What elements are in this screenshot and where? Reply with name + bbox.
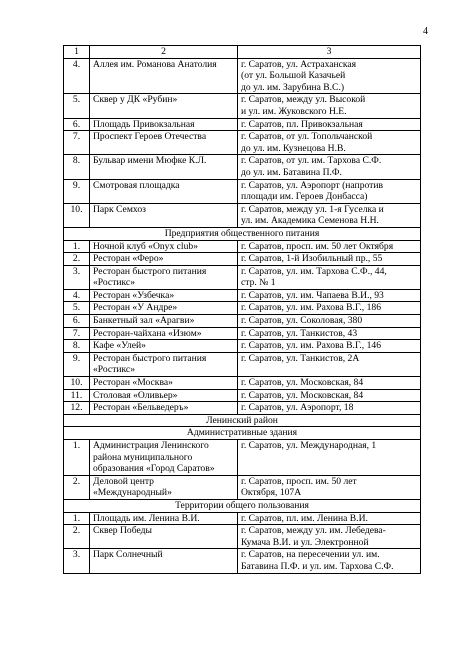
row-name: Площадь Привокзальная — [90, 118, 238, 131]
row-address — [238, 402, 421, 415]
row-number: 7. — [64, 327, 90, 340]
row-number: 9. — [64, 179, 90, 203]
row-number: 9. — [64, 352, 90, 376]
row-name: Столовая «Оливьер» — [90, 389, 238, 402]
document-table — [63, 45, 421, 574]
row-address — [238, 352, 421, 376]
address-line: стр. № 1 — [241, 277, 276, 289]
table-row — [64, 265, 421, 289]
address-line: г. Саратов, ул. им. Чапаева В.И., 93 — [241, 289, 384, 301]
row-number: 10. — [64, 203, 90, 227]
row-name: Аллея им. Романова Анатолия — [90, 58, 238, 94]
table-row — [64, 402, 421, 415]
row-number: 7. — [64, 131, 90, 155]
row-address — [238, 525, 421, 549]
address-line: Октября, 107А — [241, 487, 302, 499]
row-address — [238, 179, 421, 203]
row-address — [238, 440, 421, 476]
row-number: 2. — [64, 253, 90, 266]
row-address — [238, 549, 421, 573]
row-number: 3. — [64, 549, 90, 573]
table-row — [64, 155, 421, 179]
address-line: и ул. им. Жуковского Н.Е. — [241, 105, 347, 117]
table-row — [64, 475, 421, 499]
row-number: 4. — [64, 289, 90, 302]
table-row — [64, 549, 421, 573]
table-row — [64, 58, 421, 94]
row-number: 5. — [64, 302, 90, 315]
table-row — [64, 240, 421, 253]
table-row — [64, 525, 421, 549]
row-number: 4. — [64, 58, 90, 94]
row-name: Банкетный зал «Арагви» — [90, 315, 238, 328]
row-name: Ресторан «Москва» — [90, 377, 238, 390]
row-address — [238, 475, 421, 499]
address-line: г. Саратов, ул. Аэропорт, 18 — [241, 402, 354, 414]
row-address — [238, 155, 421, 179]
address-line: г. Саратов, ул. Соколовая, 380 — [241, 315, 363, 327]
section-heading-row — [64, 227, 421, 240]
table-row — [64, 340, 421, 353]
table-row — [64, 352, 421, 376]
address-line: г. Саратов, просп. им. 50 лет — [241, 475, 357, 487]
row-number: 1. — [64, 240, 90, 253]
row-address — [238, 289, 421, 302]
table-row — [64, 302, 421, 315]
row-name: Ресторан «Узбечка» — [90, 289, 238, 302]
row-name: Сквер Победы — [90, 525, 238, 549]
row-number: 10. — [64, 377, 90, 390]
row-number: 8. — [64, 155, 90, 179]
row-name: Ресторан-чайхана «Изюм» — [90, 327, 238, 340]
header-cell-address: 3 — [238, 46, 421, 59]
table-row — [64, 131, 421, 155]
address-line: до ул. им. Батавина П.Ф. — [241, 166, 342, 178]
row-name: Ресторан «У Андре» — [90, 302, 238, 315]
row-number: 2. — [64, 475, 90, 499]
row-number: 6. — [64, 118, 90, 131]
table-row — [64, 377, 421, 390]
table-row — [64, 179, 421, 203]
row-number: 12. — [64, 402, 90, 415]
address-line: г. Саратов, пл. Привокзальная — [241, 118, 363, 130]
row-name: Администрация Ленинского района муниципального образования «Город Саратов» — [90, 440, 238, 476]
row-name: Площадь им. Ленина В.И. — [90, 512, 238, 525]
row-address — [238, 58, 421, 94]
table-row — [64, 118, 421, 131]
row-name: Деловой центр «Международный» — [90, 475, 238, 499]
row-name: Кафе «Улей» — [90, 340, 238, 353]
address-line: г. Саратов, между ул. им. Лебедева- — [241, 525, 386, 537]
address-line: г. Саратов, ул. Танкистов, 43 — [241, 327, 358, 339]
row-number: 11. — [64, 389, 90, 402]
table-row — [64, 289, 421, 302]
row-name: Сквер у ДК «Рубин» — [90, 94, 238, 118]
address-line: до ул. им. Зарубина В.С.) — [241, 81, 345, 93]
address-line: г. Саратов, просп. им. 50 лет Октября — [241, 240, 394, 252]
row-number: 1. — [64, 512, 90, 525]
row-number: 3. — [64, 265, 90, 289]
address-line: г. Саратов, ул. им. Тархова С.Ф., 44, — [241, 265, 387, 277]
row-address — [238, 203, 421, 227]
row-number: 6. — [64, 315, 90, 328]
address-line: г. Саратов, пл. им. Ленина В.И. — [241, 512, 368, 524]
address-line: г. Саратов, ул. Московская, 84 — [241, 377, 364, 389]
row-name: Ресторан быстрого питания «Ростикс» — [90, 352, 238, 376]
address-line: площади им. Героев Донбасса) — [241, 191, 368, 203]
row-name: Смотровая площадка — [90, 179, 238, 203]
address-line: г. Саратов, от ул. им. Тархова С.Ф. — [241, 155, 382, 167]
row-name: Ночной клуб «Onyx club» — [90, 240, 238, 253]
row-name: Ресторан быстрого питания «Ростикс» — [90, 265, 238, 289]
row-address — [238, 512, 421, 525]
header-cell-name: 2 — [90, 46, 238, 59]
row-number: 1. — [64, 440, 90, 476]
row-address — [238, 118, 421, 131]
address-line: ул. им. Академика Семенова Н.Н. — [241, 215, 379, 227]
table-header-row — [64, 46, 421, 59]
row-address — [238, 265, 421, 289]
table-row — [64, 315, 421, 328]
row-name: Ресторан «Бельведеръ» — [90, 402, 238, 415]
section-heading-row — [64, 499, 421, 512]
address-line: (от ул. Большой Казачьей — [241, 70, 346, 82]
section-heading-row — [64, 414, 421, 427]
page-number: 4 — [423, 26, 428, 37]
address-line: Кумача В.И. и ул. Электронной — [241, 536, 369, 548]
row-address — [238, 340, 421, 353]
table-row — [64, 94, 421, 118]
row-name: Ресторан «Феро» — [90, 253, 238, 266]
table-row — [64, 512, 421, 525]
table-row — [64, 440, 421, 476]
address-line: г. Саратов, ул. Международная, 1 — [241, 440, 377, 451]
row-address — [238, 377, 421, 390]
section-heading: Ленинский район — [64, 414, 421, 427]
address-line: г. Саратов, ул. им. Рахова В.Г., 146 — [241, 340, 381, 352]
row-name: Бульвар имени Мюфке К.Л. — [90, 155, 238, 179]
section-heading: Территории общего пользования — [64, 499, 421, 512]
row-address — [238, 94, 421, 118]
header-cell-number: 1 — [64, 46, 90, 59]
row-number: 2. — [64, 525, 90, 549]
section-heading: Предприятия общественного питания — [64, 227, 421, 240]
row-address — [238, 327, 421, 340]
table-row — [64, 327, 421, 340]
row-number: 8. — [64, 340, 90, 353]
row-address — [238, 253, 421, 266]
address-line: г. Саратов, ул. Танкистов, 2А — [241, 352, 360, 364]
address-line: г. Саратов, ул. Московская, 84 — [241, 389, 364, 401]
address-line: г. Саратов, на пересечении ул. им. — [241, 549, 380, 561]
address-line: г. Саратов, ул. Аэропорт (напротив — [241, 179, 384, 191]
row-name: Парк Солнечный — [90, 549, 238, 573]
address-line: г. Саратов, между ул. Высокой — [241, 94, 366, 106]
address-line: до ул. им. Кузнецова Н.В. — [241, 142, 346, 154]
row-number: 5. — [64, 94, 90, 118]
address-line: г. Саратов, 1-й Изобильный пр., 55 — [241, 253, 383, 265]
row-name: Парк Семхоз — [90, 203, 238, 227]
row-address — [238, 315, 421, 328]
section-heading-row — [64, 427, 421, 440]
section-heading: Административные здания — [64, 427, 421, 440]
address-line: г. Саратов, от ул. Топольчанской — [241, 131, 373, 143]
row-address — [238, 389, 421, 402]
address-line: г. Саратов, ул. Астраханская — [241, 58, 357, 70]
row-address — [238, 131, 421, 155]
table-row — [64, 203, 421, 227]
row-address — [238, 240, 421, 253]
table-row — [64, 389, 421, 402]
row-name: Проспект Героев Отечества — [90, 131, 238, 155]
address-line: г. Саратов, ул. им. Рахова В.Г., 186 — [241, 302, 381, 314]
address-line: г. Саратов, между ул. 1-я Гуселка и — [241, 203, 384, 215]
address-line: Батавина П.Ф. и ул. им. Тархова С.Ф. — [241, 560, 394, 572]
row-address — [238, 302, 421, 315]
table-row — [64, 253, 421, 266]
